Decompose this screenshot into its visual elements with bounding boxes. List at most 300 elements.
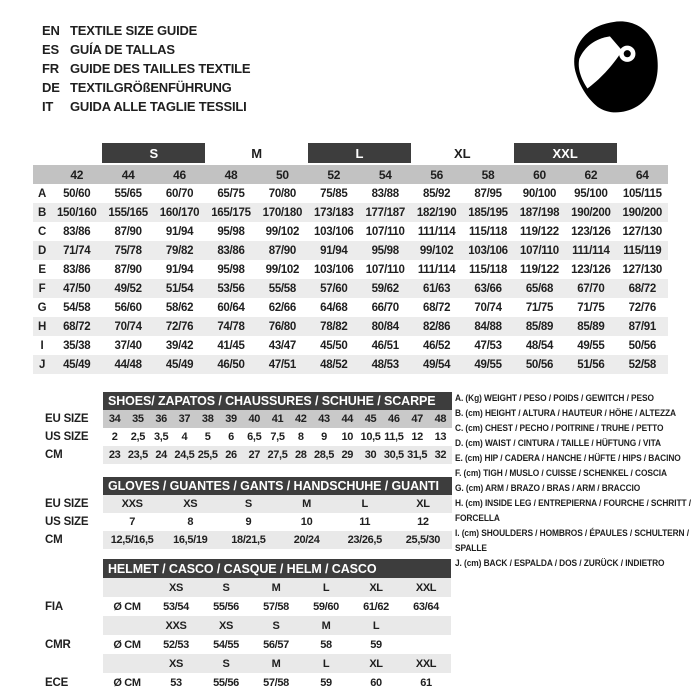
size-value-cell: 170/180 (257, 203, 308, 222)
size-value-cell: 57/58 (263, 676, 289, 689)
size-value-cell: S (201, 654, 251, 673)
size-value-cell: 177/187 (360, 203, 411, 222)
size-number: 50 (257, 165, 308, 184)
size-value-cell: 26 (219, 446, 242, 464)
size-value-cell: 95/100 (574, 187, 608, 200)
size-value-cell: 95/98 (360, 241, 411, 260)
size-value-cell: 155/165 (102, 203, 153, 222)
legend-item: H. (cm) INSIDE LEG / ENTREPIERNA / FOURCHE / SCHRITT / FORCELLA (455, 498, 692, 524)
row-label: CM (45, 449, 63, 461)
table-label-spacer (45, 559, 103, 578)
size-value-cell: 46/50 (205, 355, 256, 374)
size-value-cell: 150/160 (51, 203, 102, 222)
size-value-cell: 45 (359, 410, 382, 428)
size-value-cell: 68/72 (617, 279, 668, 298)
size-value-cell: 71/75 (525, 301, 554, 314)
size-value-cell: 99/102 (265, 263, 300, 276)
size-value-cell: 46 (382, 410, 405, 428)
size-value-cell: XL (351, 654, 401, 673)
helmet-table-title: HELMET / CASCO / CASQUE / HELM / CASCO (103, 559, 451, 578)
racing-helmet-icon (568, 18, 660, 115)
legend-item: J. (cm) BACK / ESPALDA / DOS / ZURÜCK / INDIETRO (455, 558, 665, 569)
standard-label-ece: ECE (45, 676, 69, 689)
size-value-cell: 87/90 (114, 263, 142, 276)
size-value-cell: 60/64 (217, 301, 245, 314)
size-value-cell: 37/40 (114, 339, 142, 352)
size-value-cell: 63/66 (462, 279, 513, 298)
gloves-table-title: GLOVES / GUANTES / GANTS / HANDSCHUHE / GUANTI (103, 477, 452, 495)
size-value-cell: 83/86 (63, 225, 91, 238)
size-number: 64 (617, 165, 668, 184)
shoes-size-table (45, 392, 452, 464)
size-value-cell: 80/84 (360, 317, 411, 336)
diameter-cm-label: Ø CM (113, 638, 141, 651)
row-letter-c: C (37, 225, 46, 238)
size-value-cell: 91/94 (308, 241, 359, 260)
size-value-cell: 23 (103, 446, 126, 464)
size-value-cell: 54/58 (63, 301, 91, 314)
size-value-cell: XXL (401, 654, 451, 673)
size-value-cell: 49/54 (411, 355, 462, 374)
legend-item: D. (cm) WAIST / CINTURA / TAILLE / HÜFTUNG / VITA (455, 438, 661, 449)
size-value-cell: 75/85 (320, 187, 348, 200)
language-title: GUÍA DE TALLAS (70, 42, 175, 57)
size-value-cell: XL (351, 578, 401, 597)
size-group-spacer (617, 143, 668, 165)
size-value-cell: 75/78 (102, 241, 153, 260)
size-value-cell: 13 (434, 431, 447, 443)
size-value-cell: 56/60 (114, 301, 142, 314)
row-label: EU SIZE (45, 498, 89, 510)
language-list (42, 21, 250, 116)
size-value-cell: 50/56 (514, 355, 565, 374)
size-number: 58 (462, 165, 513, 184)
legend-item: A. (Kg) WEIGHT / PESO / POIDS / GEWITCH / PESO (455, 393, 654, 404)
size-value-cell: 45/49 (154, 355, 205, 374)
size-value-cell: 27,5 (266, 446, 289, 464)
language-code: DE (42, 80, 60, 95)
legend-item: F. (cm) TIGH / MUSLO / CUISSE / SCHENKEL / COSCIA (455, 468, 667, 479)
size-row-corner (33, 165, 51, 184)
size-value-cell: 78/82 (308, 317, 359, 336)
gloves-size-table (45, 477, 452, 549)
size-value-cell: 99/102 (411, 241, 462, 260)
size-value-cell: 41/45 (217, 339, 245, 352)
size-value-cell: 123/126 (571, 225, 611, 238)
size-value-cell: 40 (243, 410, 266, 428)
row-label: EU SIZE (45, 413, 89, 425)
size-value-cell: 46/51 (371, 339, 399, 352)
size-value-cell: 91/94 (165, 263, 194, 276)
size-value-cell: 95/98 (217, 225, 245, 238)
size-value-cell: M (301, 616, 351, 635)
size-value-cell: XXS (103, 495, 161, 513)
size-value-cell: 6 (228, 431, 234, 443)
size-value-cell: 24 (150, 446, 173, 464)
size-value-cell: 95/98 (217, 263, 245, 276)
size-value-cell: 61/62 (363, 600, 389, 613)
size-value-cell: M (251, 654, 301, 673)
size-value-cell: 85/92 (422, 187, 451, 200)
language-code: IT (42, 99, 54, 114)
size-value-cell: 50/56 (628, 339, 656, 352)
size-value-cell: 48 (429, 410, 452, 428)
standard-label-fia: FIA (45, 600, 63, 613)
size-value-cell: 65/75 (217, 187, 245, 200)
size-value-cell: 9 (245, 516, 252, 528)
size-value-cell: 68/72 (422, 301, 451, 314)
size-value-cell: 87/90 (257, 241, 308, 260)
size-value-cell: 12 (411, 431, 423, 443)
size-value-cell: 182/190 (411, 203, 462, 222)
size-value-cell: 76/80 (257, 317, 308, 336)
size-value-cell: 71/75 (577, 301, 605, 314)
row-letter-e: E (38, 263, 46, 276)
size-value-cell: 52/58 (617, 355, 668, 374)
size-group-s: S (102, 143, 205, 163)
size-value-cell: 83/88 (371, 187, 399, 200)
size-value-cell: 12 (417, 516, 429, 528)
size-value-cell: 55/65 (114, 187, 142, 200)
size-value-cell: 58/62 (165, 301, 194, 314)
size-value-cell: M (278, 495, 336, 513)
size-value-cell: 28 (289, 446, 312, 464)
size-value-cell: 27 (243, 446, 266, 464)
size-value-cell: 39 (219, 410, 242, 428)
size-value-cell: 47/50 (51, 279, 102, 298)
size-value-cell: 62/66 (268, 301, 296, 314)
size-value-cell: 23/26,5 (336, 531, 394, 549)
size-value-cell: 61/63 (411, 279, 462, 298)
size-value-cell (401, 616, 451, 635)
row-letter-f: F (33, 279, 51, 298)
size-value-cell: 190/200 (617, 203, 668, 222)
shoes-table-title: SHOES/ ZAPATOS / CHAUSSURES / SCHUHE / SCARPE (103, 392, 452, 410)
row-letter-g: G (37, 301, 47, 314)
size-value-cell: 111/114 (417, 225, 456, 238)
size-value-cell: 107/110 (514, 241, 565, 260)
language-code: EN (42, 23, 60, 38)
size-number: 60 (514, 165, 565, 184)
size-value-cell: 47/53 (474, 339, 502, 352)
size-value-cell: 35 (126, 410, 149, 428)
size-value-cell: 58 (320, 638, 332, 651)
size-value-cell: 115/119 (617, 241, 668, 260)
textile-size-table (33, 143, 668, 374)
size-value-cell: S (201, 578, 251, 597)
size-group-xl: XL (454, 145, 471, 161)
row-label: US SIZE (45, 431, 89, 443)
size-value-cell: 24,5 (173, 446, 196, 464)
size-value-cell: XS (151, 654, 201, 673)
legend-item: B. (cm) HEIGHT / ALTURA / HAUTEUR / HÖHE / ALTEZZA (455, 408, 677, 419)
language-title: TEXTILGRÖßENFÜHRUNG (70, 80, 232, 95)
size-value-cell: 72/76 (154, 317, 205, 336)
size-value-cell: 45/49 (51, 355, 102, 374)
size-value-cell: 11 (359, 516, 371, 528)
size-value-cell: 87/95 (474, 187, 502, 200)
table-label-spacer (45, 477, 103, 495)
size-value-cell: 8 (187, 516, 194, 528)
size-value-cell: L (351, 616, 401, 635)
size-value-cell: 119/122 (520, 263, 559, 276)
size-value-cell: 4 (181, 431, 188, 443)
size-value-cell: 47/51 (257, 355, 308, 374)
language-title: GUIDA ALLE TAGLIE TESSILI (70, 99, 247, 114)
helmet-size-table (45, 559, 452, 692)
size-group-spacer (33, 143, 102, 165)
size-value-cell: 48/52 (308, 355, 359, 374)
size-value-cell: 82/86 (411, 317, 462, 336)
size-value-cell: 38 (196, 410, 219, 428)
size-value-cell: 6,5 (247, 431, 262, 443)
size-value-cell: 63/64 (413, 600, 439, 613)
size-value-cell: XS (151, 578, 201, 597)
row-letter-i: I (40, 339, 44, 352)
size-value-cell: 32 (429, 446, 452, 464)
size-value-cell: 103/106 (314, 263, 354, 276)
size-value-cell: 53/56 (205, 279, 256, 298)
size-value-cell: 53/54 (163, 600, 189, 613)
row-label: CM (45, 534, 63, 546)
row-label-spacer (45, 616, 103, 635)
size-value-cell: 51/54 (154, 279, 205, 298)
size-value-cell: 44/48 (102, 355, 153, 374)
size-value-cell: 64/68 (320, 301, 348, 314)
size-value-cell: 18/21,5 (219, 531, 277, 549)
size-value-cell (401, 635, 451, 654)
size-value-cell: 165/175 (205, 203, 256, 222)
diameter-cm-label (103, 616, 151, 635)
row-letter-d: D (33, 241, 51, 260)
size-group-l: L (308, 143, 411, 163)
size-value-cell: L (336, 495, 394, 513)
size-value-cell: 123/126 (571, 263, 611, 276)
measurement-legend (455, 391, 700, 571)
size-value-cell: 119/122 (520, 225, 559, 238)
size-value-cell: 60 (370, 676, 382, 689)
size-value-cell: 36 (150, 410, 173, 428)
diameter-cm-label (103, 654, 151, 673)
size-value-cell: 25,5/30 (394, 531, 452, 549)
table-label-spacer (45, 392, 103, 410)
size-value-cell: 46/52 (422, 339, 451, 352)
size-value-cell: 49/55 (577, 339, 605, 352)
diameter-cm-label: Ø CM (113, 676, 141, 689)
size-value-cell: 65/68 (514, 279, 565, 298)
size-value-cell: 2 (111, 431, 118, 443)
size-value-cell: M (251, 578, 301, 597)
size-value-cell: 10,5 (360, 431, 381, 443)
size-value-cell: 60/70 (165, 187, 194, 200)
size-value-cell: 49/55 (462, 355, 513, 374)
size-value-cell: 7 (129, 516, 135, 528)
size-number: 46 (154, 165, 205, 184)
size-value-cell: 72/76 (628, 301, 656, 314)
size-number: 62 (565, 165, 616, 184)
size-value-cell: 67/70 (565, 279, 616, 298)
size-value-cell: 55/58 (257, 279, 308, 298)
size-value-cell: 47 (405, 410, 428, 428)
size-value-cell: 54/55 (213, 638, 239, 651)
language-title: TEXTILE SIZE GUIDE (70, 23, 198, 38)
size-value-cell: 7,5 (270, 431, 285, 443)
size-value-cell: 25,5 (196, 446, 219, 464)
size-value-cell: 87/90 (114, 225, 142, 238)
size-value-cell: 85/89 (514, 317, 565, 336)
size-number: 48 (205, 165, 256, 184)
size-value-cell: 111/114 (565, 241, 616, 260)
size-value-cell: L (301, 654, 351, 673)
size-value-cell: 5 (204, 431, 211, 443)
size-value-cell: 8 (297, 431, 304, 443)
size-number: 52 (308, 165, 359, 184)
size-group-m: M (251, 145, 263, 161)
legend-item: C. (cm) CHEST / PECHO / POITRINE / TRUHE / PETTO (455, 423, 664, 434)
size-value-cell: 23,5 (126, 446, 149, 464)
size-value-cell: 83/86 (205, 241, 256, 260)
size-value-cell: 74/78 (205, 317, 256, 336)
size-value-cell: 43 (312, 410, 335, 428)
size-value-cell: 39/42 (165, 339, 194, 352)
size-value-cell: 41 (266, 410, 289, 428)
size-value-cell: 90/100 (522, 187, 557, 200)
size-value-cell: 127/130 (622, 263, 663, 276)
size-value-cell: XXS (151, 616, 201, 635)
size-value-cell: 79/82 (154, 241, 205, 260)
legend-item: G. (cm) ARM / BRAZO / BRAS / ARM / BRACCIO (455, 483, 641, 494)
size-value-cell: 11,5 (384, 431, 404, 443)
size-value-cell: 10 (300, 516, 313, 528)
diameter-cm-label (103, 578, 151, 597)
size-value-cell: 127/130 (622, 225, 663, 238)
size-number: 54 (360, 165, 411, 184)
size-number: 42 (51, 165, 102, 184)
size-value-cell: 34 (103, 410, 126, 428)
size-number: 44 (102, 165, 153, 184)
size-value-cell: 70/74 (102, 317, 153, 336)
size-value-cell: 70/80 (268, 187, 296, 200)
size-value-cell: 30,5 (382, 446, 405, 464)
standard-label-cmr: CMR (45, 638, 71, 651)
size-value-cell: 107/110 (365, 263, 405, 276)
size-value-cell: S (219, 495, 277, 513)
size-value-cell: 29 (336, 446, 359, 464)
size-value-cell: 85/89 (565, 317, 616, 336)
size-value-cell: 83/86 (63, 263, 91, 276)
size-value-cell: 190/200 (565, 203, 616, 222)
size-value-cell: 84/88 (462, 317, 513, 336)
size-value-cell: 61 (420, 676, 432, 689)
size-value-cell: 87/91 (617, 317, 668, 336)
size-value-cell: 50/60 (63, 187, 91, 200)
size-value-cell: 59/60 (313, 600, 339, 613)
size-value-cell: 185/195 (462, 203, 513, 222)
size-value-cell: 48/53 (360, 355, 411, 374)
row-letter-b: B (33, 203, 51, 222)
diameter-cm-label: Ø CM (113, 600, 141, 613)
size-value-cell: 66/70 (371, 301, 399, 314)
size-value-cell: 44 (336, 410, 359, 428)
row-letter-j: J (33, 355, 51, 374)
size-value-cell: 59/62 (360, 279, 411, 298)
language-row (42, 78, 250, 97)
size-value-cell: 107/110 (365, 225, 405, 238)
size-value-cell: 59 (320, 676, 332, 689)
size-value-cell: 115/118 (468, 263, 508, 276)
row-label-spacer (45, 578, 103, 597)
row-label: US SIZE (45, 516, 89, 528)
size-value-cell: 28,5 (312, 446, 335, 464)
size-value-cell: 57/58 (263, 600, 289, 613)
size-value-cell: 16,5/19 (161, 531, 219, 549)
size-value-cell: XS (201, 616, 251, 635)
size-value-cell: 103/106 (462, 241, 513, 260)
size-value-cell: 173/183 (308, 203, 359, 222)
language-row (42, 97, 250, 116)
row-letter-h: H (33, 317, 51, 336)
size-value-cell: 42 (289, 410, 312, 428)
size-value-cell: 9 (321, 431, 327, 443)
size-value-cell: XS (161, 495, 219, 513)
size-value-cell: 3,5 (154, 431, 169, 443)
size-value-cell: L (301, 578, 351, 597)
size-value-cell: 12,5/16,5 (103, 531, 161, 549)
language-row (42, 59, 250, 78)
size-group-xxl: XXL (514, 143, 617, 163)
size-value-cell: 55/56 (213, 676, 239, 689)
size-value-cell: 91/94 (165, 225, 194, 238)
size-value-cell: 56/57 (263, 638, 289, 651)
size-value-cell: 10 (341, 431, 354, 443)
language-code: FR (42, 61, 59, 76)
size-value-cell: 103/106 (314, 225, 354, 238)
language-title: GUIDE DES TAILLES TEXTILE (70, 61, 251, 76)
size-value-cell: 68/72 (51, 317, 102, 336)
size-value-cell: 35/38 (63, 339, 91, 352)
row-label-spacer (45, 654, 103, 673)
language-code: ES (42, 42, 59, 57)
language-row (42, 40, 250, 59)
size-value-cell: 52/53 (163, 638, 189, 651)
size-value-cell: 20/24 (278, 531, 336, 549)
language-row (42, 21, 250, 40)
size-value-cell: 43/47 (268, 339, 296, 352)
size-value-cell: 57/60 (308, 279, 359, 298)
size-value-cell: S (251, 616, 301, 635)
size-value-cell: 187/198 (514, 203, 565, 222)
size-value-cell: 51/56 (565, 355, 616, 374)
size-value-cell: 111/114 (417, 263, 456, 276)
size-value-cell: 45/50 (320, 339, 348, 352)
legend-item: I. (cm) SHOULDERS / HOMBROS / ÉPAULES / SCHULTERN / SPALLE (455, 528, 689, 554)
size-value-cell: 105/115 (622, 187, 662, 200)
size-value-cell: 115/118 (468, 225, 508, 238)
size-value-cell: 37 (173, 410, 196, 428)
row-letter-a: A (37, 187, 46, 200)
size-value-cell: 49/52 (102, 279, 153, 298)
size-value-cell: 55/56 (213, 600, 239, 613)
size-value-cell: 53 (170, 676, 182, 689)
size-value-cell: XL (394, 495, 452, 513)
size-value-cell: 48/54 (525, 339, 554, 352)
size-value-cell: 71/74 (51, 241, 102, 260)
size-value-cell: 2,5 (130, 431, 146, 443)
legend-item: E. (cm) HIP / CADERA / HANCHE / HÜFTE / HIPS / BACINO (455, 453, 681, 464)
size-value-cell: 30 (359, 446, 382, 464)
size-number: 56 (411, 165, 462, 184)
size-value-cell: 70/74 (474, 301, 502, 314)
